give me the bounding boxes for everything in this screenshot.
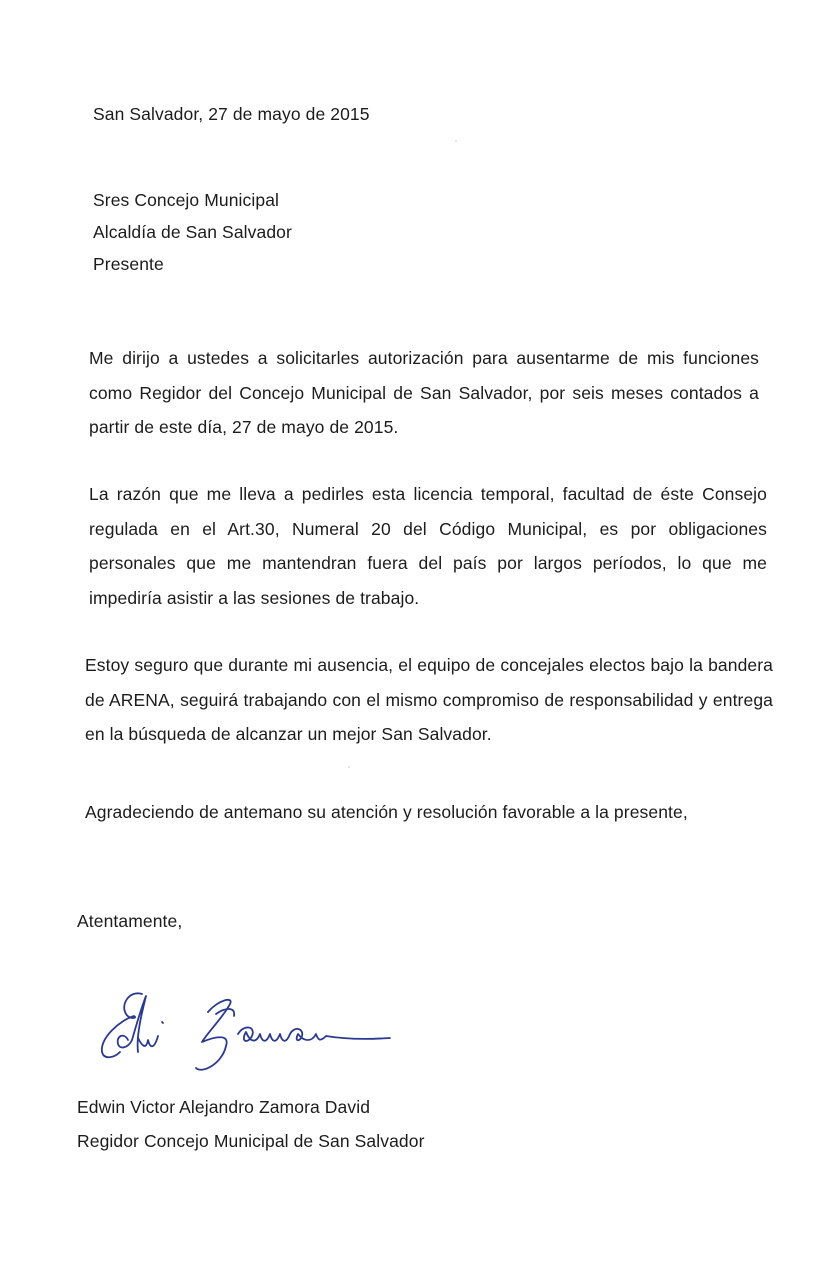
body-paragraph-4: Agradeciendo de antemano su atención y resolución favorable a la presente, (85, 802, 688, 822)
date-line: San Salvador, 27 de mayo de 2015 (93, 104, 370, 124)
handwritten-signature (90, 980, 400, 1075)
recipient-line-2: Alcaldía de San Salvador (93, 222, 292, 242)
body-paragraph-2: La razón que me lleva a pedirles esta licencia temporal, facultad de éste Consejo regulada en el Art.30, Numeral 20 del Código Municipal, es por obligaciones personales que me mantendran fuera del país por largos períodos, lo que me impediría asistir a las sesiones de trabajo. (89, 484, 767, 608)
recipient-line-3: Presente (93, 254, 164, 274)
recipient-line-1: Sres Concejo Municipal (93, 190, 280, 210)
body-paragraph-3: Estoy seguro que durante mi ausencia, el equipo de concejales electos bajo la bandera de ARENA, seguirá trabajando con el mismo compromiso de responsabilidad y entrega en la búsqueda de alcanzar un mejor San Salvador. (85, 655, 773, 744)
closing-line: Atentamente, (77, 911, 183, 931)
signer-name: Edwin Victor Alejandro Zamora David (77, 1097, 371, 1117)
body-paragraph-1: Me dirijo a ustedes a solicitarles autorización para ausentarme de mis funciones como Regidor del Concejo Municipal de San Salvador, por seis meses contados a partir de este día, 27 de mayo de 2015. (89, 348, 759, 437)
paper-speck (455, 140, 457, 142)
signer-title: Regidor Concejo Municipal de San Salvador (77, 1131, 425, 1151)
paper-speck (348, 766, 350, 768)
